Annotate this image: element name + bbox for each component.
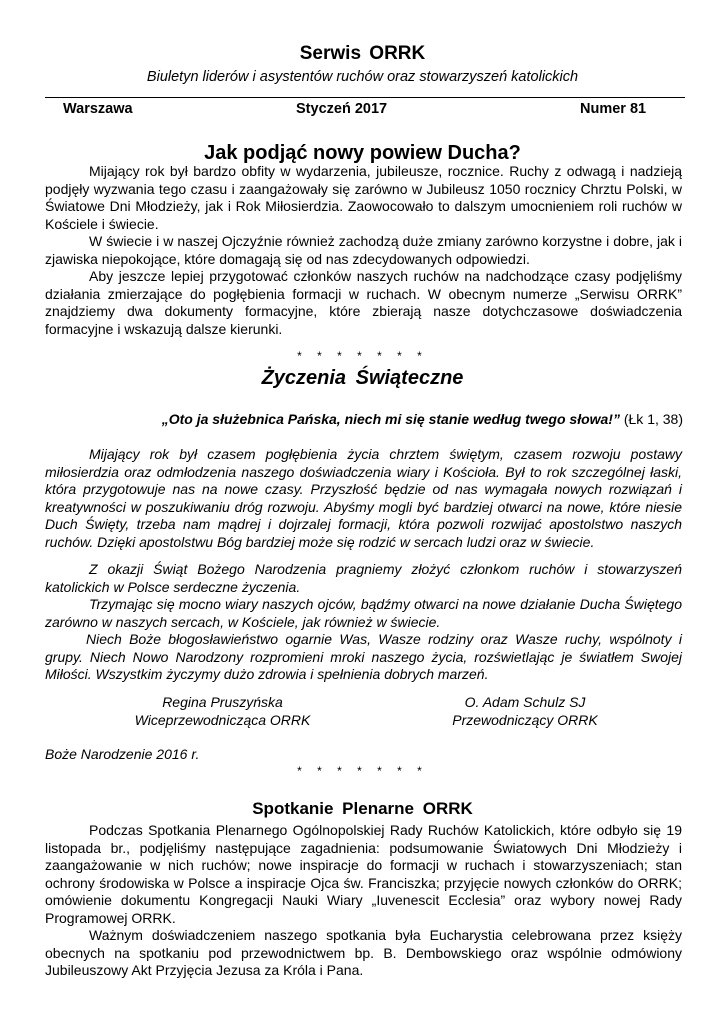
bible-quote-text: „Oto ja służebnica Pańska, niech mi się stanie według twego słowa!” — [161, 411, 620, 427]
article2-paragraph-4: Niech Boże błogosławieństwo ogarnie Was, Wasze rodziny oraz Wasze ruchy, wspólnoty i grupy. Niech Nowo Narodzony rozpromieni mroki naszego życia, rozświetlając je światłem Swojej Miłości. Wszystkim życzymy dużo zdrowia i spełnienia dobrych marzeń. — [45, 631, 682, 682]
article3-paragraph-2: Ważnym doświadczeniem naszego spotkania była Eucharystia celebrowana przez księży obecnych na spotkaniu pod przewodnictwem bp. B. Dembowskiego oraz wspólnie odmówiony Jubileuszowy Akt Przyjęcia Jezusa za Króla i Pana. — [45, 927, 682, 978]
article2-paragraph-2: Z okazji Świąt Bożego Narodzenia pragniemy złożyć członkom ruchów i stowarzyszeń katolickich w Polsce serdeczne życzenia. — [45, 561, 682, 595]
section-separator: * * * * * * * — [297, 349, 428, 363]
signature-role: Wiceprzewodnicząca ORRK — [134, 712, 311, 728]
article1-title: Jak podjąć nowy powiew Ducha? — [204, 142, 521, 164]
bible-quote — [45, 410, 683, 428]
signature-role: Przewodniczący ORRK — [452, 712, 598, 728]
section-separator: * * * * * * * — [297, 764, 428, 778]
article2-title: Życzenia Świąteczne — [261, 367, 464, 389]
article1-paragraph-1: Mijający rok był bardzo obfity w wydarzenia, jubileusze, rocznice. Ruchy z odwagą i nadzieją podjęły wyzwania tego czasu i zaangażowały się zarówno w Jubileusz 1050 rocznicy Chrztu Polski, w Światowe Dni Młodzieży, jak i Rok Miłosierdzia. Zaowocowało to dalszym umocnieniem roli ruchów w Kościele i świecie. — [45, 163, 682, 232]
bible-quote-reference: (Łk 1, 38) — [619, 411, 683, 427]
signature-name: O. Adam Schulz SJ — [464, 694, 586, 710]
masthead-divider — [45, 97, 685, 98]
issue-date: Styczeń 2017 — [296, 101, 388, 117]
signature-name: Regina Pruszyńska — [162, 694, 283, 710]
article1-paragraph-2: W świecie i w naszej Ojczyźnie również zachodzą duże zmiany zarówno korzystne i dobre, jak i zjawiska niepokojące, które domagają się od nas zdecydowanych odpowiedzi. — [45, 233, 682, 267]
signature-chair — [415, 693, 635, 729]
issue-number: Numer 81 — [580, 101, 647, 117]
signature-vice-chair — [115, 693, 330, 729]
article2-paragraph-3: Trzymając się mocno wiary naszych ojców, bądźmy otwarci na nowe działanie Ducha Świętego zarówno w naszych sercach, w Kościele, jak również w świecie. — [45, 596, 682, 630]
issue-city: Warszawa — [63, 101, 133, 117]
masthead-title: Serwis ORRK — [299, 43, 426, 64]
masthead-subtitle: Biuletyn liderów i asystentów ruchów oraz stowarzyszeń katolickich — [146, 69, 579, 85]
article1-paragraph-3: Aby jeszcze lepiej przygotować członków naszych ruchów na nadchodzące czasy podjęliśmy działania zmierzające do pogłębienia formacji w ruchach. W obecnym numerze „Serwisu ORRK” znajdziemy dwa dokumenty formacyjne, które zbierają nasze dotychczasowe doświadczenia formacyjne i wskazują dalsze kierunki. — [45, 268, 682, 337]
article3-title: Spotkanie Plenarne ORRK — [252, 799, 473, 818]
article3-paragraph-1: Podczas Spotkania Plenarnego Ogólnopolskiej Rady Ruchów Katolickich, które odbyło się 19 listopada br., podjęliśmy następujące zagadnienia: podsumowanie Światowych Dni Młodzieży i zaangażowanie w nich ruchów; nowe inspiracje do formacji w ruchach i stowarzyszeniach; stan ochrony środowiska w Polsce a inspiracje Ojca św. Franciszka; przyjęcie nowych członków do ORRK; omówienie dokumentu Kongregacji Nauki Wiary „Iuvenescit Ecclesia” oraz wybory nowej Rady Programowej ORRK. — [45, 822, 682, 926]
article2-paragraph-1: Mijający rok był czasem pogłębienia życia chrztem świętym, czasem rozwoju postawy miłosierdzia oraz odmłodzenia naszego doświadczenia wiary i Kościoła. Był to rok szczególnej łaski, która przygotowuje nas na nowe czasy. Przyszłość będzie od nas wymagała nowych rozwiązań i kreatywności w poszukiwaniu dróg rozwoju. Abyśmy mogli być bardziej otwarci na nowe, które niesie Duch Święty, trzeba nam mądrej i dojrzalej formacji, która pozwoli rozwijać apostolstwo naszych ruchów. Dzięki apostolstwu Bóg bardziej może się rodzić w sercach ludzi oraz w świecie. — [45, 446, 682, 550]
closing-date: Boże Narodzenie 2016 r. — [45, 746, 200, 762]
